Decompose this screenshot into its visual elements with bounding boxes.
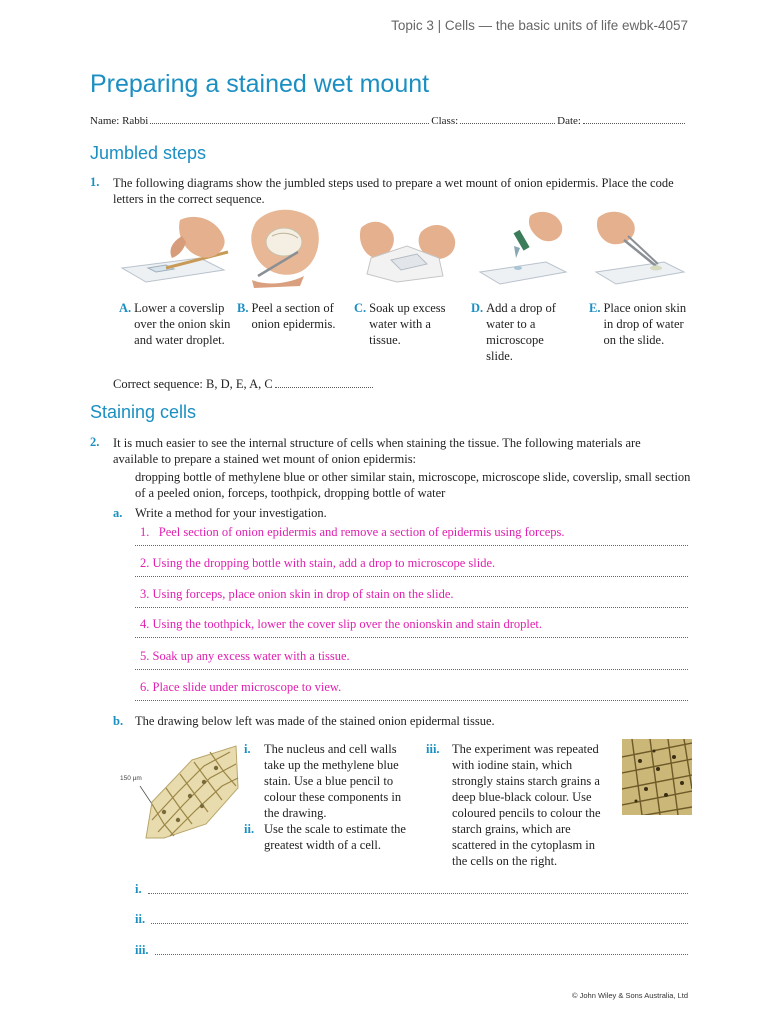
answer-blank[interactable] [135, 882, 688, 897]
answer-text: 5. Soak up any excess water with a tissue. [140, 649, 350, 663]
answer-line[interactable] [135, 548, 688, 577]
date-label: Date: [557, 115, 581, 127]
blank-line[interactable] [155, 943, 688, 955]
item-text: The nucleus and cell walls take up the methylene blue stain. Use a blue pencil to colour these components in the drawing. [264, 742, 402, 820]
part-b-prompt: The drawing below left was made of the stained onion epidermal tissue. [135, 714, 495, 728]
name-label: Name: Rabbi [90, 115, 149, 127]
item-ii [244, 821, 412, 853]
materials-list: dropping bottle of methylene blue or other similar stain, microscope, microscope slide, coverslip, small section of a peeled onion, forceps, toothpick, dropping bottle of water [135, 470, 691, 500]
answer-text: 4. Using the toothpick, lower the cover slip over the onionskin and stain droplet. [140, 617, 543, 631]
iodine-cells-image [622, 739, 692, 815]
sequence-field[interactable] [275, 387, 373, 388]
step-b-label [237, 300, 349, 332]
step-letter: D. [471, 301, 484, 315]
part-letter: a. [113, 506, 123, 520]
question-number: 2. [90, 435, 100, 449]
step-d-illustration [478, 206, 568, 288]
date-field[interactable] [583, 115, 685, 124]
correct-sequence [113, 377, 373, 392]
step-letter: C. [354, 301, 367, 315]
blank-line[interactable] [151, 912, 688, 924]
item-text: Use the scale to estimate the greatest width of a cell. [264, 822, 406, 852]
class-label: Class: [431, 115, 459, 127]
part-letter: b. [113, 714, 124, 728]
part-b-items-left [244, 741, 412, 853]
header-topic: Topic 3 | Cells — the basic units of life ewbk-4057 [391, 18, 688, 33]
step-e-label [589, 300, 694, 348]
answer-text: 3. Using forceps, place onion skin in drop of stain on the slide. [140, 587, 454, 601]
class-field[interactable] [460, 115, 555, 124]
step-text: Lower a coverslip over the onion skin and water droplet. [134, 301, 231, 347]
step-text: Peel a section of onion epidermis. [251, 301, 336, 331]
answer-blank[interactable] [135, 943, 688, 958]
scale-label: 150 µm [120, 775, 142, 782]
step-letter: A. [119, 301, 132, 315]
item-num: ii. [244, 822, 255, 836]
answer-line[interactable] [135, 609, 688, 638]
answer-text: 6. Place slide under microscope to view. [140, 680, 342, 694]
item-num: i. [244, 742, 251, 756]
step-text: Place onion skin in drop of water on the slide. [603, 301, 687, 347]
step-c-label [354, 300, 462, 348]
step-text: Soak up excess water with a tissue. [369, 301, 446, 347]
step-text: Add a drop of water to a microscope slide. [486, 301, 556, 363]
answer-text: 2. Using the dropping bottle with stain, add a drop to microscope slide. [140, 556, 496, 570]
blank-num: ii. [135, 912, 146, 926]
answer-line[interactable] [135, 517, 688, 546]
page-title: Preparing a stained wet mount [90, 70, 430, 98]
step-a-illustration [120, 206, 232, 288]
sequence-answer[interactable]: Correct sequence: B, D, E, A, C [113, 377, 273, 391]
item-iii [426, 741, 612, 869]
question-text: The following diagrams show the jumbled steps used to prepare a wet mount of onion epidermis. Place the code letters in the correct sequence. [113, 176, 674, 206]
item-text: The experiment was repeated with iodine stain, which strongly stains starch grains a deep blue-black colour. Use coloured pencils to colour the starch grains, which are scattered in the cytoplasm in the cells on the right. [452, 742, 601, 868]
section-heading-jumbled: Jumbled steps [90, 143, 207, 163]
answer-text: 1. Peel section of onion epidermis and remove a section of epidermis using forceps. [140, 525, 565, 539]
step-d-label [471, 300, 571, 364]
name-field[interactable] [150, 115, 429, 124]
part-b-item-right [426, 741, 612, 869]
answer-line[interactable] [135, 641, 688, 670]
blank-num: i. [135, 882, 142, 896]
question-number: 1. [90, 175, 100, 189]
blank-num: iii. [135, 943, 149, 957]
step-letter: B. [237, 301, 249, 315]
step-letter: E. [589, 301, 601, 315]
onion-cells-drawing [118, 742, 240, 840]
item-i [244, 741, 412, 821]
blank-line[interactable] [148, 882, 688, 894]
part-a-prompt: Write a method for your investigation. [135, 506, 327, 520]
step-a-label [119, 300, 237, 348]
answer-line[interactable] [135, 672, 688, 701]
item-num: iii. [426, 742, 440, 756]
question-text: It is much easier to see the internal structure of cells when staining the tissue. The following materials are available to prepare a stained wet mount of onion epidermis: [113, 436, 641, 466]
step-e-illustration [594, 206, 686, 288]
answer-blank[interactable] [135, 912, 688, 927]
answer-line[interactable] [135, 579, 688, 608]
copyright-footer: © John Wiley & Sons Australia, Ltd [572, 991, 688, 1000]
section-heading-staining: Staining cells [90, 402, 197, 422]
step-b-illustration [248, 206, 324, 288]
student-info [90, 115, 687, 127]
step-c-illustration [357, 206, 457, 288]
